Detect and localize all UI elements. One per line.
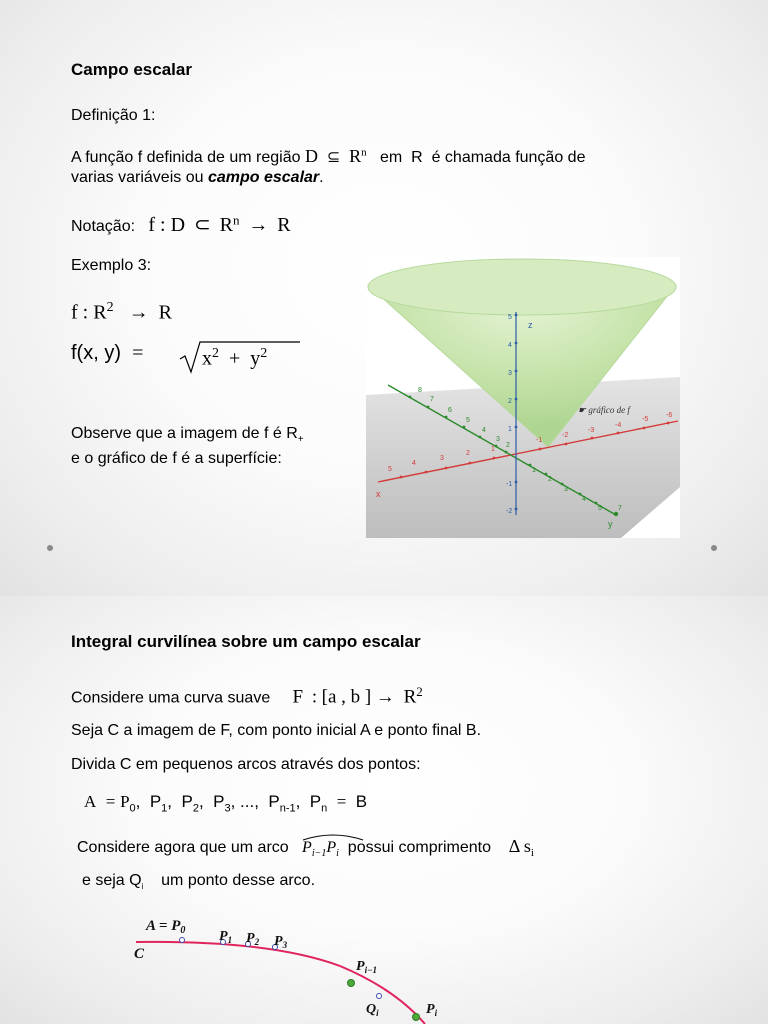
svg-text:4: 4 bbox=[508, 342, 512, 349]
svg-text:-1: -1 bbox=[536, 437, 543, 444]
svg-text:2: 2 bbox=[506, 442, 510, 449]
svg-text:2: 2 bbox=[548, 476, 552, 483]
svg-text:-2: -2 bbox=[562, 432, 569, 439]
slide-title: Integral curvilínea sobre um campo escalar bbox=[71, 632, 421, 651]
slide-title: Campo escalar bbox=[71, 60, 192, 79]
svg-text:-2: -2 bbox=[506, 508, 513, 515]
label-Qi: $Q_i$ bbox=[366, 1002, 379, 1018]
svg-text:4: 4 bbox=[482, 427, 486, 434]
label-P-i-1: $P_{i-1}$ bbox=[356, 959, 378, 975]
slide-nav-dot-right[interactable] bbox=[711, 545, 717, 551]
observation-line-1: Observe que a imagem de f é $R_+$ bbox=[71, 425, 304, 446]
cone-rim bbox=[368, 259, 676, 315]
definition-line-2: varias variáveis ou campo escalar. bbox=[71, 169, 324, 186]
example-formula: f(x, y) = bbox=[71, 342, 144, 364]
svg-text:1: 1 bbox=[491, 446, 495, 453]
slide-nav-dot-left[interactable] bbox=[47, 545, 53, 551]
observation-line-2: e o gráfico de f é a superfície: bbox=[71, 450, 282, 467]
svg-text:-3: -3 bbox=[588, 427, 595, 434]
svg-text:-6: -6 bbox=[666, 412, 673, 419]
svg-text:7: 7 bbox=[618, 505, 622, 512]
svg-text:2: 2 bbox=[508, 398, 512, 405]
label-P1: $P_1$ bbox=[219, 929, 233, 945]
svg-text:-4: -4 bbox=[615, 422, 622, 429]
arc-text: Considere agora que um arco $P_{i-1}P_i$ possui comprimento Δ $s_i$ bbox=[77, 836, 534, 860]
notation: Notação: f : D ⊂ $R^n \to R$ bbox=[71, 212, 291, 236]
svg-text:3: 3 bbox=[508, 370, 512, 377]
label-A-P0: $A = P_0$ bbox=[146, 918, 186, 936]
label-Pi: $P_i$ bbox=[426, 1002, 438, 1018]
example-label: Exemplo 3: bbox=[71, 257, 152, 274]
arc-notation: $P_{i-1}P_i$ bbox=[302, 839, 339, 859]
points-sequence: $A = P_0$, $P_1$, $P_2$, $P_3$, ..., $P_{n-1}$, $P_n = B$ bbox=[84, 792, 368, 815]
svg-text:5: 5 bbox=[466, 417, 470, 424]
svg-text:4: 4 bbox=[412, 460, 416, 467]
seja-c-text: Seja C a imagem de F, com ponto inicial A e ponto final B. bbox=[71, 722, 482, 739]
sqrt-content: $x^2 + y^2$ bbox=[202, 346, 268, 370]
svg-text:1: 1 bbox=[532, 467, 536, 474]
definition-line-1: A função f definida de um região D ⊆ $R^n$ em R é chamada função de bbox=[71, 146, 586, 166]
svg-text:1: 1 bbox=[508, 426, 512, 433]
graph-annotation: ☛ gráfico de f bbox=[578, 405, 630, 415]
svg-text:3: 3 bbox=[564, 486, 568, 493]
example-mapping: f : $R^2$ → R bbox=[71, 300, 172, 324]
svg-text:5: 5 bbox=[598, 505, 602, 512]
cone-graph bbox=[366, 257, 680, 538]
divida-text: Divida C em pequenos arcos através dos pontos: bbox=[71, 756, 421, 773]
svg-text:7: 7 bbox=[430, 396, 434, 403]
seja-q-text: e seja $Q_i$ um ponto desse arco. bbox=[82, 872, 316, 892]
z-axis-label: z bbox=[528, 320, 533, 330]
svg-text:-5: -5 bbox=[642, 416, 649, 423]
curve-definition: Considere uma curva suave F : [a , b ] → $R^2$ bbox=[71, 684, 423, 708]
svg-text:3: 3 bbox=[440, 455, 444, 462]
x-axis-label: x bbox=[376, 489, 381, 499]
y-axis-label: y bbox=[608, 519, 613, 529]
svg-text:6: 6 bbox=[448, 407, 452, 414]
label-P3: $P_3$ bbox=[274, 934, 288, 950]
svg-text:2: 2 bbox=[466, 450, 470, 457]
svg-text:5: 5 bbox=[508, 314, 512, 321]
svg-text:3: 3 bbox=[496, 436, 500, 443]
definition-label: Definição 1: bbox=[71, 107, 156, 124]
svg-text:5: 5 bbox=[388, 466, 392, 473]
svg-text:8: 8 bbox=[418, 387, 422, 394]
curve-c bbox=[136, 942, 425, 1024]
svg-text:4: 4 bbox=[582, 496, 586, 503]
slide-integral-curvilinea bbox=[0, 596, 768, 1024]
label-C: C bbox=[134, 946, 145, 962]
label-P2: $P_2$ bbox=[246, 931, 260, 947]
curve-diagram bbox=[120, 914, 460, 1024]
svg-text:-1: -1 bbox=[506, 481, 513, 488]
